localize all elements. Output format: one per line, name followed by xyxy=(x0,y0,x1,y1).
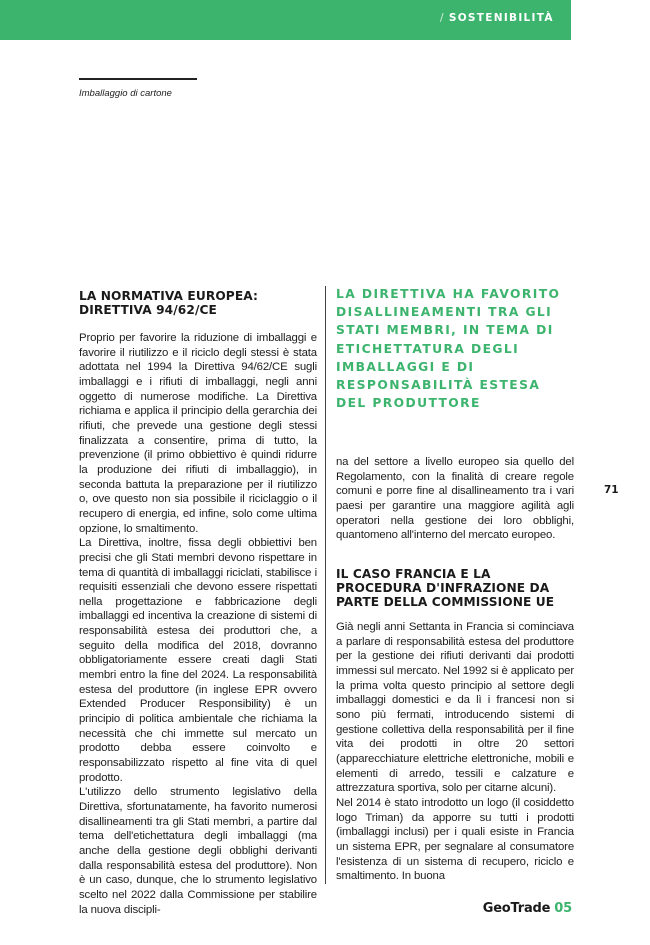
issue-number: 05 xyxy=(554,901,572,916)
article-column-right-top xyxy=(336,455,574,543)
section-heading-normativa: LA NORMATIVA EUROPEA: DIRETTIVA 94/62/CE xyxy=(79,289,258,317)
column-divider xyxy=(325,286,326,884)
caption-rule xyxy=(79,78,197,80)
paragraph: Proprio per favorire la riduzione di imballaggi e favorire il riutilizzo e il riciclo degli stessi è stata adottata nel 1994 la Direttiva 94/62/CE sugli imballaggi e i rifiuti di imballaggi, negli anni oggetto di numerose modifiche. La Direttiva richiama e applica il principio della gerarchia dei rifiuti, che prevede una gestione degli stessi finalizzata a consentire, prima di tutto, la prevenzione (il primo obbiettivo è quindi ridurre la produzione dei rifiuti di imballaggio), in seconda battuta la preparazione per il riutilizzo o, ove questo non sia possibile il riciclaggio o il recupero di energia, ed infine, solo come ultima opzione, lo smaltimento. xyxy=(79,332,317,535)
section-slash: / xyxy=(440,12,445,24)
section-tag xyxy=(440,12,554,24)
paragraph: L'utilizzo dello strumento legislativo della Direttiva, sfortunatamente, ha favorito numerosi disallineamenti tra gli Stati membri, a partire dal tema dell'etichettatura degli imballaggi (ma anche della gestione degli obblighi derivanti dalla responsabilità estesa del produttore). Non è un caso, dunque, che lo strumento legislativo scelto nel 2022 dalla Commissione per stabilire la nuova discipli- xyxy=(79,786,317,916)
figure-caption: Imballaggio di cartone xyxy=(79,88,172,99)
section-heading-francia: IL CASO FRANCIA E LA PROCEDURA D'INFRAZIONE DA PARTE DELLA COMMISSIONE UE xyxy=(336,567,555,609)
paragraph: Nel 2014 è stato introdotto un logo (il cosiddetto logo Triman) da apporre su tutti i prodotti (imballaggi inclusi) per i quali esiste in Francia un sistema EPR, per segnalare al consumatore l'esistenza di un sistema di recupero, riciclo e smaltimento. In buona xyxy=(336,796,574,883)
article-column-left xyxy=(79,331,317,917)
paragraph: na del settore a livello europeo sia quello del Regolamento, con la finalità di creare regole comuni e porre fine al disallineamento tra i vari paesi per garantire una maggiore agilità agli operatori nella gestione dei loro obblighi, quantomeno all'interno del mercato europeo. xyxy=(336,456,574,542)
paragraph: Già negli anni Settanta in Francia si cominciava a parlare di responsabilità estesa del produttore per la gestione dei rifiuti derivanti dai prodotti immessi sul mercato. Nel 1992 si è applicato per la prima volta questo principio al settore degli imballaggi domestici e da lì i francesi non si sono più fermati, introducendo sistemi di gestione collettiva della responsabilità per il fine vita dei prodotti in oltre 20 settori (apparecchiature elettriche elettroniche, mobili e elementi di arredo, tessili e calzature e attrezzatura sportiva, solo per citarne alcuni). xyxy=(336,621,574,795)
paragraph: La Direttiva, inoltre, fissa degli obbiettivi ben precisi che gli Stati membri devono rispettare in tema di quantità di imballaggi riciclati, stabilisce i requisiti essenziali che devono essere rispettati nella progettazione e fabbricazione degli imballaggi ed incentiva la creazione di sistemi di responsabilità estesa dei produttori che, a seguito della modifica del 2018, dovranno obbligatoriamente essere creati dagli Stati membri entro la fine del 2024. La responsabilità estesa del produttore (in inglese EPR ovvero Extended Producer Responsibility) è un principio di politica ambientale che richiama la necessità che chi immette sul mercato un prodotto debba essere coinvolto e responsabilizzato rispetto al fine vita di quel prodotto. xyxy=(79,537,317,784)
section-label: SOSTENIBILITÀ xyxy=(448,12,554,24)
magazine-brand xyxy=(483,901,572,916)
pull-quote: LA DIRETTIVA HA FAVORITO DISALLINEAMENTI TRA GLI STATI MEMBRI, IN TEMA DI ETICHETTATURA DEGLI IMBALLAGGI E DI RESPONSABILITÀ ESTESA DEL PRODUTTORE xyxy=(336,287,561,411)
page-number: 71 xyxy=(604,484,619,496)
article-column-right-bottom xyxy=(336,620,574,884)
magazine-name: GeoTrade xyxy=(482,901,551,916)
